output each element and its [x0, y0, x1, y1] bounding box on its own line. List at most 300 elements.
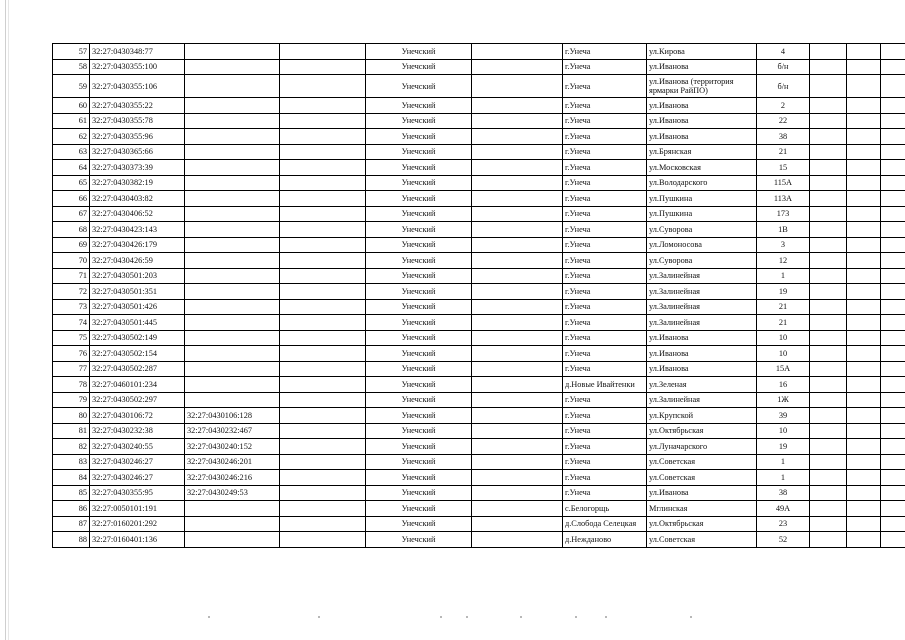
empty-cell: [881, 75, 905, 98]
district: Унечский: [366, 408, 472, 424]
empty-cell: [810, 485, 847, 501]
empty-cell: [472, 361, 563, 377]
empty-cell: [847, 44, 881, 60]
row-number: 70: [53, 253, 90, 269]
row-number: 63: [53, 144, 90, 160]
cadastral-number: 32:27:0430406:52: [90, 206, 185, 222]
empty-cell: [810, 470, 847, 486]
empty-cell: [472, 408, 563, 424]
table-row: [53, 44, 905, 60]
empty-cell: [280, 129, 366, 145]
locality: г.Унеча: [563, 59, 647, 75]
cadastral-number-2: 32:27:0430246:216: [185, 470, 280, 486]
locality: г.Унеча: [563, 237, 647, 253]
district: Унечский: [366, 315, 472, 331]
house-number: 1Ж: [757, 392, 810, 408]
house-number: 23: [757, 516, 810, 532]
locality: г.Унеча: [563, 299, 647, 315]
cadastral-number-2: [185, 330, 280, 346]
empty-cell: [472, 268, 563, 284]
street: ул.Володарского: [647, 175, 757, 191]
house-number: б/н: [757, 59, 810, 75]
district: Унечский: [366, 253, 472, 269]
empty-cell: [881, 44, 905, 60]
empty-cell: [280, 501, 366, 517]
empty-cell: [881, 222, 905, 238]
street: ул.Пушкина: [647, 206, 757, 222]
empty-cell: [847, 423, 881, 439]
street: ул.Ломоносова: [647, 237, 757, 253]
empty-cell: [881, 237, 905, 253]
empty-cell: [881, 129, 905, 145]
cadastral-number: 32:27:0430501:203: [90, 268, 185, 284]
street: ул.Иванова: [647, 346, 757, 362]
cadastral-number: 32:27:0430240:55: [90, 439, 185, 455]
house-number: 21: [757, 144, 810, 160]
empty-cell: [881, 392, 905, 408]
house-number: 10: [757, 423, 810, 439]
empty-cell: [847, 160, 881, 176]
district: Унечский: [366, 330, 472, 346]
scan-edge-line: [8, 0, 9, 640]
cadastral-number-2: [185, 253, 280, 269]
empty-cell: [280, 454, 366, 470]
cadastral-number-2: [185, 222, 280, 238]
empty-cell: [280, 206, 366, 222]
empty-cell: [847, 222, 881, 238]
cadastral-number: 32:27:0430355:96: [90, 129, 185, 145]
cadastral-number: 32:27:0430232:38: [90, 423, 185, 439]
table-row: [53, 144, 905, 160]
district: Унечский: [366, 144, 472, 160]
table-row: [53, 408, 905, 424]
cadastral-number: 32:27:0430373:39: [90, 160, 185, 176]
locality: г.Унеча: [563, 346, 647, 362]
cadastral-number-2: [185, 516, 280, 532]
district: Унечский: [366, 113, 472, 129]
cadastral-number-2: [185, 315, 280, 331]
row-number: 88: [53, 532, 90, 548]
house-number: 19: [757, 439, 810, 455]
empty-cell: [280, 439, 366, 455]
cadastral-number-2: [185, 59, 280, 75]
cadastral-number-2: [185, 237, 280, 253]
cadastral-number-2: [185, 392, 280, 408]
empty-cell: [847, 454, 881, 470]
empty-cell: [472, 516, 563, 532]
empty-cell: [881, 470, 905, 486]
row-number: 71: [53, 268, 90, 284]
locality: г.Унеча: [563, 175, 647, 191]
cadastral-number-2: 32:27:0430240:152: [185, 439, 280, 455]
row-number: 75: [53, 330, 90, 346]
empty-cell: [280, 330, 366, 346]
district: Унечский: [366, 75, 472, 98]
empty-cell: [810, 144, 847, 160]
empty-cell: [280, 392, 366, 408]
house-number: 1: [757, 268, 810, 284]
district: Унечский: [366, 98, 472, 114]
table-row: [53, 516, 905, 532]
empty-cell: [847, 206, 881, 222]
cadastral-number: 32:27:0460101:234: [90, 377, 185, 393]
empty-cell: [472, 98, 563, 114]
table-row: [53, 268, 905, 284]
empty-cell: [810, 75, 847, 98]
cadastral-number-2: 32:27:0430232:467: [185, 423, 280, 439]
district: Унечский: [366, 361, 472, 377]
cadastral-number-2: [185, 299, 280, 315]
street: ул.Октябрьская: [647, 423, 757, 439]
row-number: 67: [53, 206, 90, 222]
empty-cell: [847, 59, 881, 75]
locality: д.Слобода Селецкая: [563, 516, 647, 532]
empty-cell: [810, 299, 847, 315]
table-row: [53, 59, 905, 75]
empty-cell: [810, 330, 847, 346]
table-row: [53, 175, 905, 191]
empty-cell: [847, 346, 881, 362]
cadastral-number: 32:27:0050101:191: [90, 501, 185, 517]
locality: г.Унеча: [563, 129, 647, 145]
district: Унечский: [366, 160, 472, 176]
locality: г.Унеча: [563, 160, 647, 176]
house-number: 22: [757, 113, 810, 129]
empty-cell: [280, 144, 366, 160]
locality: д.Нежданово: [563, 532, 647, 548]
table-row: [53, 439, 905, 455]
house-number: 113А: [757, 191, 810, 207]
cadastral-number-2: [185, 129, 280, 145]
empty-cell: [881, 361, 905, 377]
cadastral-number-2: 32:27:0430249:53: [185, 485, 280, 501]
district: Унечский: [366, 392, 472, 408]
cadastral-number: 32:27:0430403:82: [90, 191, 185, 207]
row-number: 74: [53, 315, 90, 331]
empty-cell: [847, 253, 881, 269]
row-number: 60: [53, 98, 90, 114]
table-row: [53, 377, 905, 393]
house-number: 15А: [757, 361, 810, 377]
empty-cell: [472, 75, 563, 98]
empty-cell: [847, 144, 881, 160]
cadastral-number-2: [185, 532, 280, 548]
table-row: [53, 330, 905, 346]
house-number: 49А: [757, 501, 810, 517]
house-number: 10: [757, 346, 810, 362]
cadastral-number-2: [185, 377, 280, 393]
district: Унечский: [366, 222, 472, 238]
table-row: [53, 191, 905, 207]
street: ул.Кирова: [647, 44, 757, 60]
row-number: 59: [53, 75, 90, 98]
cadastral-number: 32:27:0430426:179: [90, 237, 185, 253]
house-number: 115А: [757, 175, 810, 191]
empty-cell: [810, 501, 847, 517]
house-number: 21: [757, 315, 810, 331]
empty-cell: [280, 253, 366, 269]
district: Унечский: [366, 284, 472, 300]
empty-cell: [280, 423, 366, 439]
row-number: 72: [53, 284, 90, 300]
empty-cell: [472, 501, 563, 517]
table-row: [53, 129, 905, 145]
empty-cell: [472, 330, 563, 346]
empty-cell: [847, 485, 881, 501]
cadastral-number: 32:27:0430501:351: [90, 284, 185, 300]
empty-cell: [472, 532, 563, 548]
cadastral-number: 32:27:0430246:27: [90, 454, 185, 470]
empty-cell: [847, 361, 881, 377]
empty-cell: [881, 175, 905, 191]
empty-cell: [810, 129, 847, 145]
street: ул.Советская: [647, 532, 757, 548]
empty-cell: [847, 98, 881, 114]
cadastral-number: 32:27:0430355:100: [90, 59, 185, 75]
house-number: 10: [757, 330, 810, 346]
property-registry-table: [52, 43, 905, 548]
table-body: [53, 44, 905, 548]
empty-cell: [847, 299, 881, 315]
empty-cell: [810, 377, 847, 393]
empty-cell: [280, 191, 366, 207]
table-row: [53, 75, 905, 98]
table-row: [53, 206, 905, 222]
table-row: [53, 253, 905, 269]
empty-cell: [847, 75, 881, 98]
empty-cell: [810, 532, 847, 548]
empty-cell: [810, 59, 847, 75]
empty-cell: [810, 222, 847, 238]
house-number: 173: [757, 206, 810, 222]
cadastral-number: 32:27:0430106:72: [90, 408, 185, 424]
empty-cell: [847, 532, 881, 548]
table-row: [53, 346, 905, 362]
empty-cell: [847, 392, 881, 408]
locality: г.Унеча: [563, 75, 647, 98]
empty-cell: [472, 206, 563, 222]
street: ул.Суворова: [647, 253, 757, 269]
district: Унечский: [366, 423, 472, 439]
cadastral-number-2: [185, 160, 280, 176]
cadastral-number-2: 32:27:0430106:128: [185, 408, 280, 424]
row-number: 81: [53, 423, 90, 439]
cadastral-number: 32:27:0430382:19: [90, 175, 185, 191]
empty-cell: [280, 284, 366, 300]
house-number: 1В: [757, 222, 810, 238]
cadastral-number-2: [185, 44, 280, 60]
empty-cell: [847, 439, 881, 455]
locality: г.Унеча: [563, 485, 647, 501]
house-number: б/н: [757, 75, 810, 98]
street: ул.Залинейная: [647, 392, 757, 408]
empty-cell: [847, 470, 881, 486]
table-row: [53, 501, 905, 517]
district: Унечский: [366, 485, 472, 501]
table-row: [53, 470, 905, 486]
house-number: 19: [757, 284, 810, 300]
table-row: [53, 98, 905, 114]
empty-cell: [280, 175, 366, 191]
district: Унечский: [366, 377, 472, 393]
empty-cell: [810, 268, 847, 284]
empty-cell: [472, 485, 563, 501]
empty-cell: [881, 330, 905, 346]
house-number: 21: [757, 299, 810, 315]
locality: г.Унеча: [563, 113, 647, 129]
cadastral-number-2: [185, 98, 280, 114]
street: Мглинская: [647, 501, 757, 517]
district: Унечский: [366, 175, 472, 191]
district: Унечский: [366, 516, 472, 532]
locality: г.Унеча: [563, 144, 647, 160]
empty-cell: [810, 237, 847, 253]
empty-cell: [847, 315, 881, 331]
street: ул.Иванова: [647, 361, 757, 377]
row-number: 58: [53, 59, 90, 75]
table-row: [53, 299, 905, 315]
empty-cell: [280, 470, 366, 486]
table-row: [53, 423, 905, 439]
cadastral-number: 32:27:0430426:59: [90, 253, 185, 269]
street: ул.Залинейная: [647, 299, 757, 315]
empty-cell: [280, 408, 366, 424]
empty-cell: [472, 191, 563, 207]
empty-cell: [847, 330, 881, 346]
cadastral-number: 32:27:0430423:143: [90, 222, 185, 238]
empty-cell: [881, 377, 905, 393]
cadastral-number: 32:27:0430502:287: [90, 361, 185, 377]
district: Унечский: [366, 439, 472, 455]
cadastral-number: 32:27:0160201:292: [90, 516, 185, 532]
street: ул.Иванова: [647, 485, 757, 501]
empty-cell: [810, 98, 847, 114]
cadastral-number: 32:27:0430355:95: [90, 485, 185, 501]
empty-cell: [881, 253, 905, 269]
empty-cell: [810, 175, 847, 191]
table-row: [53, 160, 905, 176]
empty-cell: [810, 346, 847, 362]
empty-cell: [810, 392, 847, 408]
locality: г.Унеча: [563, 268, 647, 284]
row-number: 57: [53, 44, 90, 60]
locality: г.Унеча: [563, 191, 647, 207]
empty-cell: [280, 268, 366, 284]
empty-cell: [280, 160, 366, 176]
empty-cell: [472, 160, 563, 176]
table-row: [53, 222, 905, 238]
empty-cell: [881, 485, 905, 501]
cadastral-number-2: [185, 191, 280, 207]
cadastral-number: 32:27:0430355:78: [90, 113, 185, 129]
empty-cell: [472, 377, 563, 393]
cadastral-number: 32:27:0430355:106: [90, 75, 185, 98]
empty-cell: [472, 144, 563, 160]
empty-cell: [280, 346, 366, 362]
empty-cell: [280, 315, 366, 331]
locality: г.Унеча: [563, 392, 647, 408]
empty-cell: [472, 222, 563, 238]
empty-cell: [847, 129, 881, 145]
house-number: 38: [757, 485, 810, 501]
empty-cell: [847, 237, 881, 253]
street: ул.Иванова: [647, 113, 757, 129]
cadastral-number-2: [185, 361, 280, 377]
scan-edge-line: [5, 0, 6, 640]
row-number: 61: [53, 113, 90, 129]
district: Унечский: [366, 206, 472, 222]
locality: г.Унеча: [563, 439, 647, 455]
row-number: 82: [53, 439, 90, 455]
cadastral-number: 32:27:0430348:77: [90, 44, 185, 60]
empty-cell: [881, 59, 905, 75]
empty-cell: [810, 439, 847, 455]
locality: г.Унеча: [563, 284, 647, 300]
cadastral-number-2: [185, 346, 280, 362]
street: ул.Иванова: [647, 129, 757, 145]
empty-cell: [847, 377, 881, 393]
house-number: 15: [757, 160, 810, 176]
district: Унечский: [366, 501, 472, 517]
house-number: 2: [757, 98, 810, 114]
house-number: 38: [757, 129, 810, 145]
empty-cell: [472, 392, 563, 408]
empty-cell: [881, 501, 905, 517]
empty-cell: [810, 423, 847, 439]
table-row: [53, 485, 905, 501]
empty-cell: [881, 408, 905, 424]
empty-cell: [280, 516, 366, 532]
empty-cell: [881, 315, 905, 331]
cadastral-number: 32:27:0430501:426: [90, 299, 185, 315]
house-number: 39: [757, 408, 810, 424]
row-number: 80: [53, 408, 90, 424]
row-number: 65: [53, 175, 90, 191]
empty-cell: [280, 98, 366, 114]
empty-cell: [810, 315, 847, 331]
empty-cell: [847, 268, 881, 284]
cadastral-number: 32:27:0430355:22: [90, 98, 185, 114]
cadastral-number: 32:27:0430502:154: [90, 346, 185, 362]
district: Унечский: [366, 454, 472, 470]
cadastral-number-2: [185, 175, 280, 191]
locality: г.Унеча: [563, 222, 647, 238]
empty-cell: [472, 423, 563, 439]
row-number: 66: [53, 191, 90, 207]
empty-cell: [280, 222, 366, 238]
locality: г.Унеча: [563, 253, 647, 269]
empty-cell: [472, 129, 563, 145]
empty-cell: [881, 532, 905, 548]
district: Унечский: [366, 470, 472, 486]
row-number: 69: [53, 237, 90, 253]
empty-cell: [881, 113, 905, 129]
empty-cell: [472, 59, 563, 75]
empty-cell: [881, 454, 905, 470]
empty-cell: [847, 175, 881, 191]
empty-cell: [472, 253, 563, 269]
empty-cell: [280, 485, 366, 501]
empty-cell: [881, 191, 905, 207]
street: ул.Залинейная: [647, 284, 757, 300]
row-number: 73: [53, 299, 90, 315]
street: ул.Залинейная: [647, 268, 757, 284]
empty-cell: [810, 113, 847, 129]
empty-cell: [810, 454, 847, 470]
street: ул.Крупской: [647, 408, 757, 424]
locality: г.Унеча: [563, 44, 647, 60]
locality: г.Унеча: [563, 98, 647, 114]
